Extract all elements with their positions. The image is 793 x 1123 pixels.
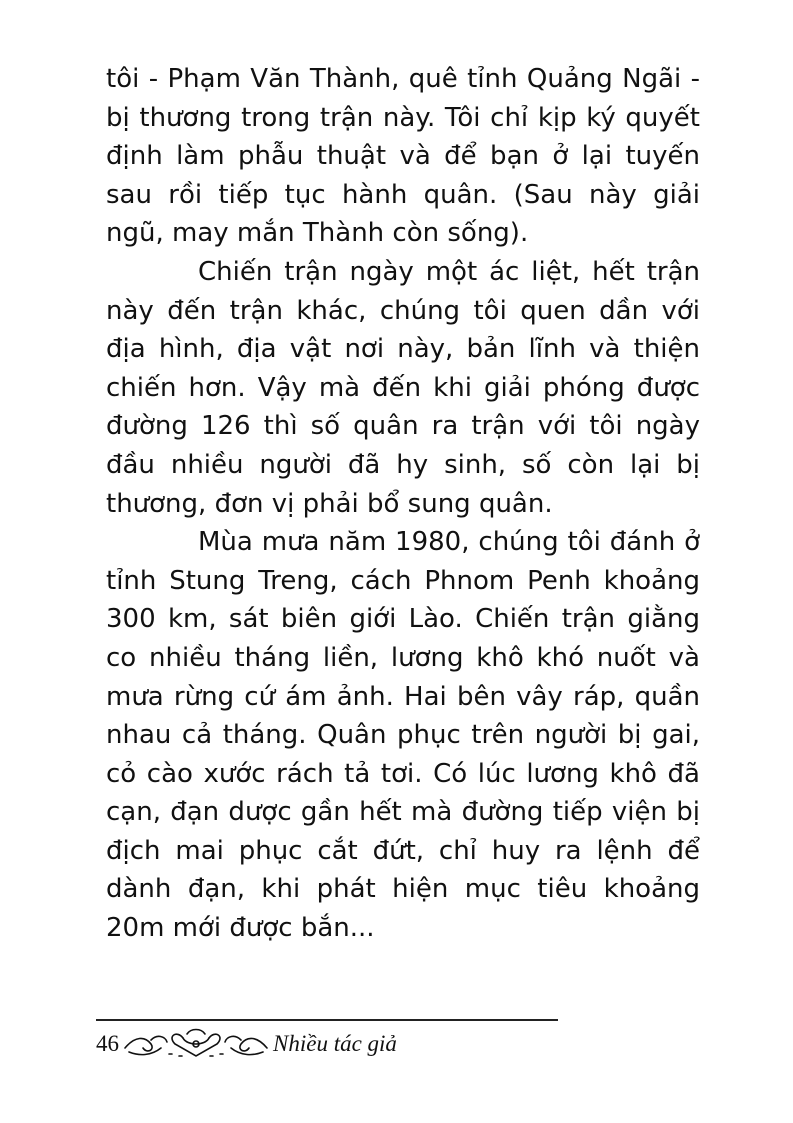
footer-rule [96, 1019, 558, 1021]
body-text [106, 60, 700, 948]
paragraph-3: Mùa mưa năm 1980, chúng tôi đánh ở tỉnh Stung Treng, cách Phnom Penh khoảng 300 km, sát biên giới Lào. Chiến trận giằng co nhiều tháng liền, lương khô khó nuốt và mưa rừng cứ ám ảnh. Hai bên vây ráp, quần nhau cả tháng. Quân phục trên người bị gai, cỏ cào xước rách tả tơi. Có lúc lương khô đã cạn, đạn dược gần hết mà đường tiếp viện bị địch mai phục cắt đứt, chỉ huy ra lệnh để dành đạn, khi phát hiện mục tiêu khoảng 20m mới được bắn... [106, 527, 700, 944]
decorative-flourish-icon [121, 1026, 271, 1062]
author-credit: Nhiều tác giả [273, 1031, 397, 1056]
paragraph-2: Chiến trận ngày một ác liệt, hết trận này đến trận khác, chúng tôi quen dần với địa hình, địa vật nơi này, bản lĩnh và thiện chiến hơn. Vậy mà đến khi giải phóng được đường 126 thì số quân ra trận với tôi ngày đầu nhiều người đã hy sinh, số còn lại bị thương, đơn vị phải bổ sung quân. [106, 256, 700, 519]
page-footer [96, 1024, 397, 1064]
page-number: 46 [96, 1031, 119, 1056]
paragraph-1: tôi - Phạm Văn Thành, quê tỉnh Quảng Ngãi - bị thương trong trận này. Tôi chỉ kịp ký quyết định làm phẫu thuật và để bạn ở lại tuyến sau rồi tiếp tục hành quân. (Sau này giải ngũ, may mắn Thành còn sống). [106, 64, 700, 249]
